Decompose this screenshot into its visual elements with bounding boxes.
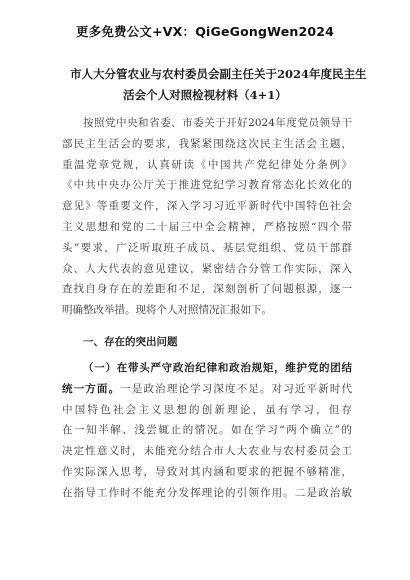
subheading-line: （一）在带头严守政治纪律和政治规矩，维护党的团结 [83,362,352,374]
paragraph-line: 《中共中央办公厅关于推进党纪学习教育常态化长效化的 [62,179,352,192]
paragraph-line: 部民主生活会的要求，我紧紧围绕这次民主生活会主题， [62,137,352,150]
paragraph-line: 查找自身存在的差距和不足，深刻剖析了问题根源，逐一 [62,283,352,296]
problem-paragraph [62,358,352,504]
paragraph-line: 作实际深入思考，导致对其内涵和要求的把握不够精准， [62,465,352,478]
paragraph-line-rest: 一是政治理论学习深度不足。对习近平新时代 [120,382,352,395]
title-line-2: 活会个人对照检视材料（4+1） [123,88,287,102]
paragraph-line: 决定性意义时，未能充分结合市人大农业与农村委员会工 [62,445,352,458]
intro-paragraph [62,113,352,321]
section-heading: 一、存在的突出问题 [83,336,178,348]
header-note: 更多免费公文+VX：QiGeGongWen2024 [75,24,335,39]
paragraph-line: 中国特色社会主义思想的创新理论，虽有学习，但存 [62,403,352,416]
paragraph-line: 主义思想和党的二十届三中全会精神，严格按照“四个带 [62,220,352,233]
paragraph-line: 明确整改举措。现将个人对照情况汇报如下。 [62,304,272,317]
title-line-1: 市人大分管农业与农村委员会副主任关于2024年度民主生 [70,67,367,81]
subheading-tail: 统一方面。 [62,382,121,395]
paragraph-line: 按照党中央和省委、市委关于开好2024年度党员领导干 [83,117,352,129]
document-title [70,64,367,106]
paragraph-line [62,379,352,400]
paragraph-line: 在指导工作时不能充分发挥理论的引领作用。二是政治敏 [62,486,352,499]
paragraph-line: 头”要求，广泛听取班子成员、基层党组织、党员干部群 [62,241,352,254]
paragraph-line: 在一知半解、浅尝辄止的情况。如在学习“两个确立”的 [62,424,352,437]
paragraph-line: 意见》等重要文件，深入学习习近平新时代中国特色社会 [62,200,352,213]
paragraph-line: 众、人大代表的意见建议，紧密结合分管工作实际，深入 [62,262,352,275]
paragraph-line: 重温党章党规，认真研读《中国共产党纪律处分条例》 [62,158,352,171]
